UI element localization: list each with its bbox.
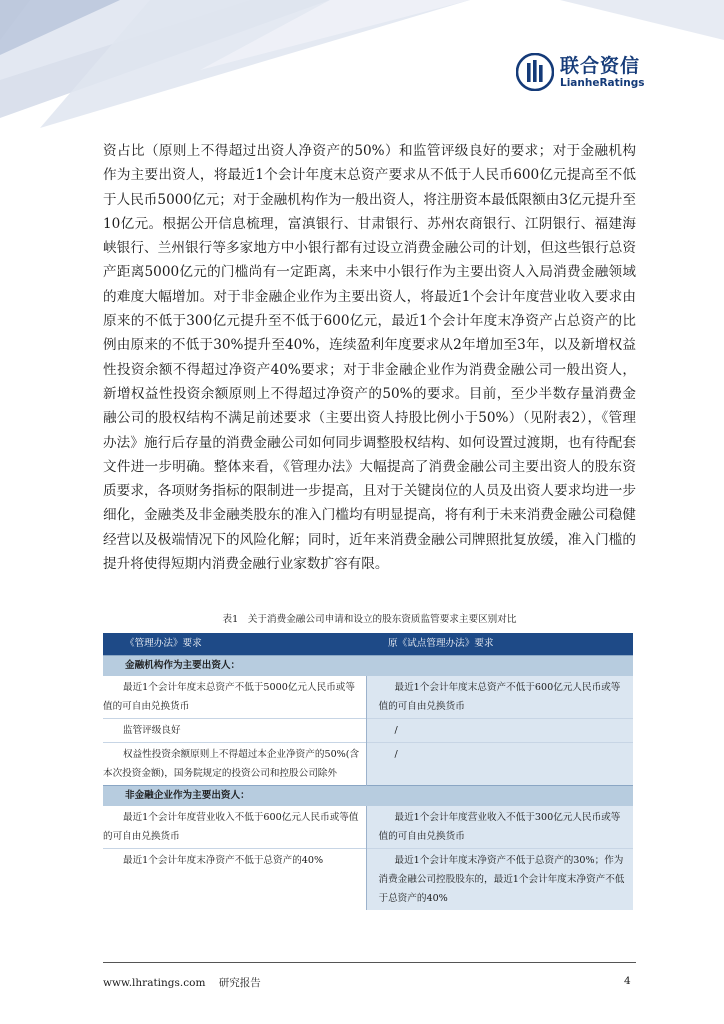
new-rule-cell: 权益性投资余额原则上不得超过本企业净资产的50%(含本次投资金额)，国务院规定的投资公司和控股公司除外 <box>103 749 360 779</box>
section-title-row <box>103 656 633 677</box>
old-rule-cell: 最近1个会计年度营业收入不低于300亿元人民币或等值的可自由兑换货币 <box>378 812 621 842</box>
table-row <box>103 806 633 849</box>
table-row <box>103 849 633 911</box>
new-rule-cell: 最近1个会计年度末总资产不低于5000亿元人民币或等值的可自由兑换货币 <box>103 682 355 712</box>
comparison-table <box>103 633 633 910</box>
lianhe-logo-icon <box>516 53 554 91</box>
body-text <box>103 139 636 576</box>
old-rule-cell: / <box>394 749 398 760</box>
old-rule-cell: 最近1个会计年度末净资产不低于总资产的30%；作为消费金融公司控股股东的，最近1个会计年度末净资产不低于总资产的40% <box>378 855 625 904</box>
new-rule-cell: 监管评级良好 <box>123 725 181 736</box>
section-title-row <box>103 786 633 807</box>
header-new-rules: 《管理办法》要求 <box>103 633 366 656</box>
header-old-rules: 原《试点管理办法》要求 <box>366 633 633 656</box>
footer-divider <box>103 962 636 963</box>
table-header-row <box>103 633 633 656</box>
new-rule-cell: 最近1个会计年度末净资产不低于总资产的40% <box>123 855 324 866</box>
company-logo <box>516 53 644 91</box>
page-number: 4 <box>624 975 631 987</box>
new-rule-cell: 最近1个会计年度营业收入不低于600亿元人民币或等值的可自由兑换货币 <box>103 812 359 842</box>
old-rule-cell: 最近1个会计年度末总资产不低于600亿元人民币或等值的可自由兑换货币 <box>378 682 621 712</box>
section-title: 非金融企业作为主要出资人： <box>103 786 633 807</box>
table-row <box>103 676 633 719</box>
footer-label: 研究报告 <box>218 977 261 989</box>
section-title: 金融机构作为主要出资人： <box>103 656 633 677</box>
footer-website: www.lhratings.com <box>103 977 206 989</box>
footer-info <box>103 975 261 990</box>
old-rule-cell: / <box>394 725 398 736</box>
body-paragraph: 资占比（原则上不得超过出资人净资产的50%）和监管评级良好的要求；对于金融机构作为主要出资人，将最近1个会计年度末总资产要求从不低于人民币600亿元提高至不低于人民币5000亿元；对于金融机构作为一般出资人，将注册资本最低限额由3亿元提升至10亿元。根据公开信息梳理，富滇银行、甘肃银行、苏州农商银行、江阴银行、福建海峡银行、兰州银行等多家地方中小银行都有过设立消费金融公司的计划，但这些银行总资产距离5000亿元的门槛尚有一定距离，未来中小银行作为主要出资人入局消费金融领域的难度大幅增加。对于非金融企业作为主要出资人，将最近1个会计年度营业收入要求由原来的不低于300亿元提升至不低于600亿元，最近1个会计年度末净资产占总资产的比例由原来的不低于30%提升至40%，连续盈利年度要求从2年增加至3年，以及新增权益性投资余额不得超过净资产40%要求；对于非金融企业作为消费金融公司一般出资人，新增权益性投资余额原则上不得超过净资产的50%的要求。目前，至少半数存量消费金融公司的股权结构不满足前述要求（主要出资人持股比例小于50%）（见附表2），《管理办法》施行后存量的消费金融公司如何同步调整股权结构、如何设置过渡期，也有待配套文件进一步明确。整体来看，《管理办法》大幅提高了消费金融公司主要出资人的股东资质要求，各项财务指标的限制进一步提高，且对于关键岗位的人员及出资人要求均进一步细化，金融类及非金融类股东的准入门槛均有明显提高，将有利于未来消费金融公司稳健经营以及极端情况下的风险化解；同时，近年来消费金融公司牌照批复放缓，准入门槛的提升将使得短期内消费金融行业家数扩容有限。 <box>103 143 636 573</box>
logo-name-cn: 联合资信 <box>560 54 641 77</box>
table-row <box>103 743 633 786</box>
logo-name-en: LianheRatings <box>560 76 645 89</box>
table-row <box>103 719 633 743</box>
table-caption: 表1 关于消费金融公司申请和设立的股东资质监管要求主要区别对比 <box>222 614 517 625</box>
